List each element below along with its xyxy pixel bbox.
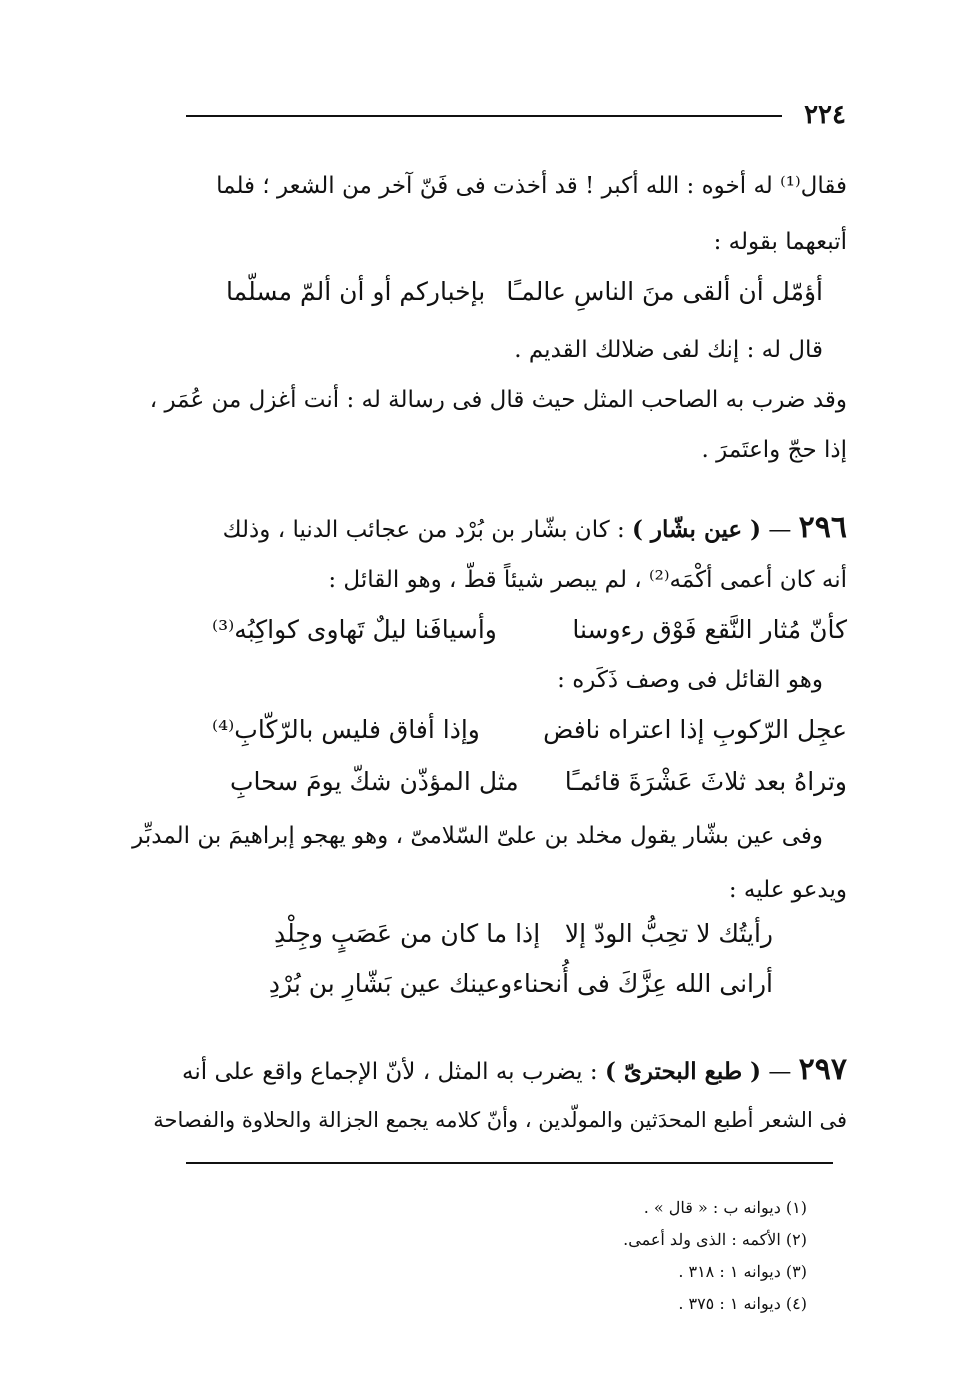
header-rule [186,115,782,117]
footnote: (١) ديوانه ب : « قال » . [643,1198,807,1217]
verse-second-hemistich: إذا ما كان من عَصَبٍ وجِلْدِ [274,919,541,948]
text-line: ويدعو عليه : [728,877,847,903]
verse-second-hemistich: وعينك عين بَشّارِ بن بُرْدِ [268,969,513,998]
verse-line [230,758,847,806]
verse-first-hemistich: كأنّ مُثار النَّقع فَوْق رءوسنا [572,615,847,644]
verse-line [212,706,847,754]
footnote: (٣) ديوانه ١ : ٣١٨ . [678,1262,807,1281]
entry-dash: — [761,1059,799,1085]
verse-line [212,606,847,654]
entry-dash: — [761,517,799,543]
entry-number: ٢٩٧ [798,1052,847,1087]
verse-second-hemistich: وأسيافَنا ليلٌ تَهاوى كواكِبُه⁽³⁾ [212,615,497,644]
entry-number: ٢٩٦ [798,510,847,545]
footnote: (٢) الأكمه : الذى ولد أعمى. [623,1230,807,1249]
text-line: أتبعهما بقوله : [713,229,847,255]
entry-title: ( طبع البحترىّ ) [604,1058,762,1085]
text-line: أنه كان أعمى أكْمَه⁽²⁾ ، لم يبصر شيئاً قطّ ، وهو القائل : [328,567,847,593]
verse-first-hemistich: أرانى الله عِزَّكَ فى أُنحناء [512,969,773,998]
page-header [186,98,846,132]
verse-line [274,910,773,958]
verse-second-hemistich: بإخباركم أو أن ألمّ مسلّما [226,277,486,306]
text-line: وفى عين بشّار يقول مخلد بن علىّ السّلامىّ ، وهو يهجو إبراهيمَ بن المدبِّر [132,823,823,849]
verse-line [226,268,823,316]
entry-text: : يضرب به المثل ، لأنّ الإجماع واقع على أنه [182,1059,605,1085]
text-line: فقال⁽¹⁾ له أخوه : الله أكبر ! قد أخذت فى فَنّ آخر من الشعر ؛ فلما [216,173,847,199]
text-line: وهو القائل فى وصف ذَكَره : [557,667,823,693]
footnotes [407,1192,807,1320]
verse-line [268,960,773,1008]
verse-first-hemistich: عجِل الرّكوبِ إذا اعتراه نافض [543,715,847,744]
footnote-rule [186,1162,833,1164]
entry-heading-line [182,1046,847,1096]
entry-text: : كان بشّار بن بُرْد من عجائب الدنيا ، وذلك [222,517,633,543]
verse-first-hemistich: وتراهُ بعد ثلاثَ عَشْرَةَ قائمـًا [564,767,847,796]
entry-heading-line [186,504,847,554]
text-line: فى الشعر أطبع المحدَثين والمولّدين ، وأنّ كلامه يجمع الجزالة والحلاوة والفصاحة [153,1108,847,1132]
text-line: إذا حجّ واعتَمرَ . [701,437,847,463]
verse-first-hemistich: أؤمّل أن ألقى منَ الناسِ عالمـًا [506,277,823,306]
text-line: وقد ضرب به الصاحب المثل حيث قال فى رسالة له : أنت أغزل من عُمَر ، [149,387,847,413]
verse-first-hemistich: رأيتُك لا تحِبُّ الودّ إلا [564,919,773,948]
footnote: (٤) ديوانه ١ : ٣٧٥ . [678,1294,807,1313]
text-line: قال له : إنك لفى ضلالك القديم . [514,337,823,363]
verse-second-hemistich: وإذا أفاق فليس بالرّكّابِ⁽⁴⁾ [212,715,480,744]
entry-title: ( عين بشّار ) [632,516,762,543]
verse-second-hemistich: مثل المؤذّن شكّ يومَ سحابِ [230,767,519,796]
page-number: ٢٢٤ [804,100,846,130]
